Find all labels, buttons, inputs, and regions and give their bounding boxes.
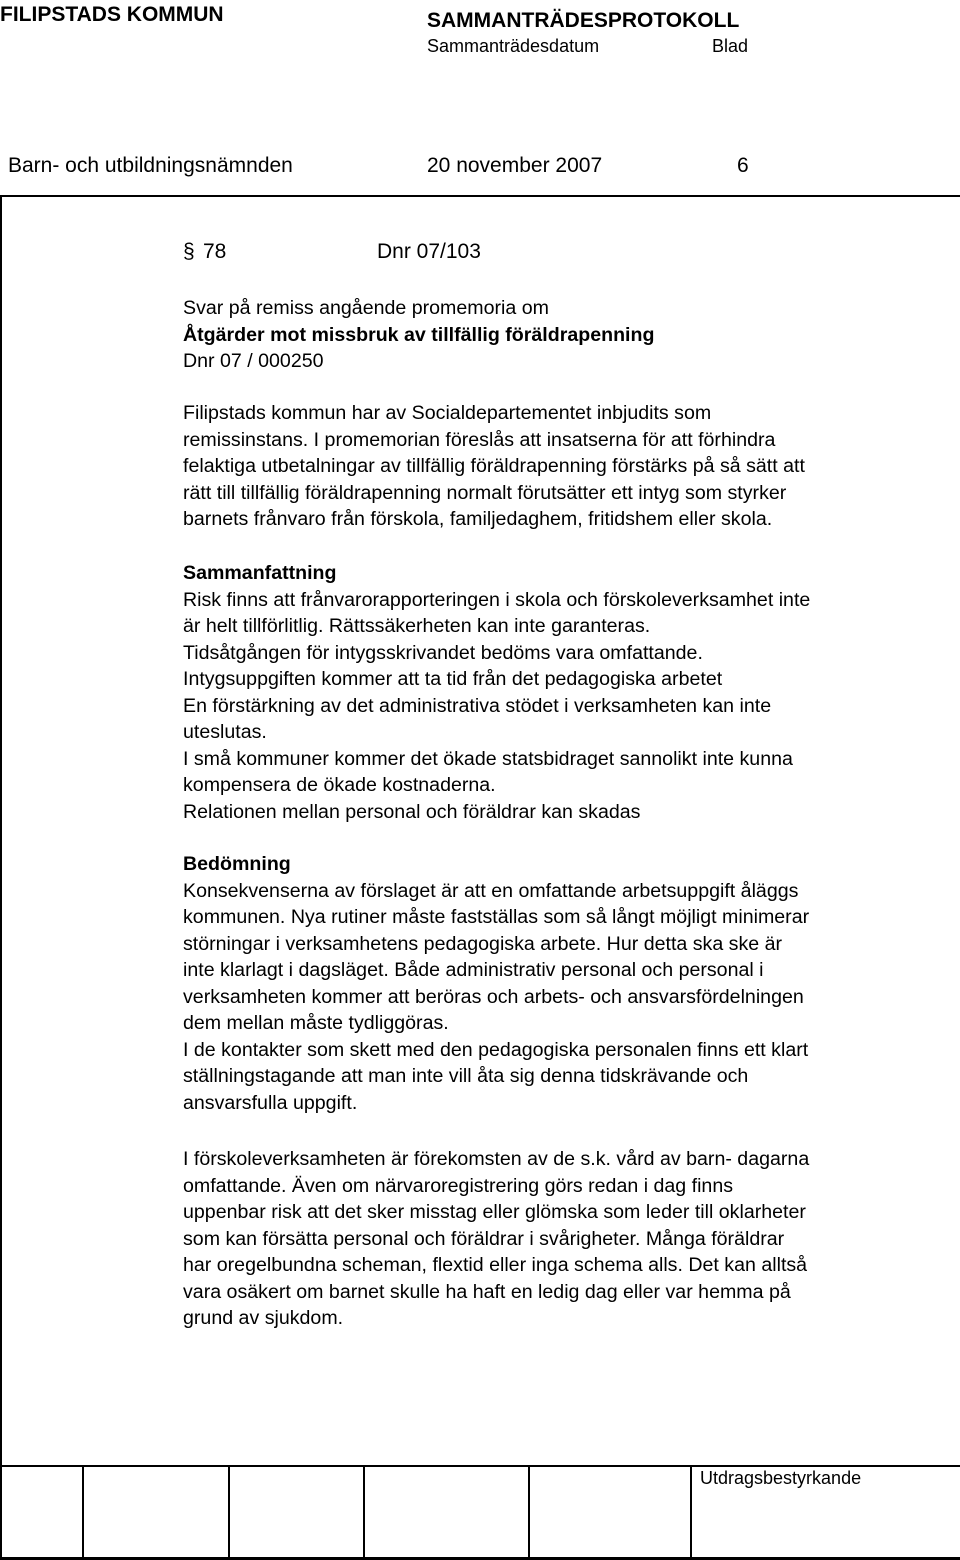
- text-line: I förskoleverksamheten är förekomsten av de s.k. vård av barn- dagarna: [183, 1148, 810, 1170]
- text-line: omfattande. Även om närvaroregistrering görs redan i dag finns: [183, 1174, 734, 1197]
- footer-divider-3: [363, 1467, 365, 1559]
- assessment-section: [183, 851, 953, 1116]
- footer-divider-2: [228, 1467, 230, 1559]
- text-line: ställningstagande att man inte vill åta sig denna tidskrävande och: [183, 1065, 749, 1087]
- text-line: Intygsuppgiften kommer att ta tid från det pedagogiska arbetet: [183, 668, 723, 690]
- page-number: 6: [737, 154, 749, 177]
- text-line: som kan försätta personal och föräldrar i svårigheter. Många föräldrar: [183, 1227, 785, 1250]
- text-line: dem mellan måste tydliggöras.: [183, 1012, 449, 1034]
- meeting-date: 20 november 2007: [427, 154, 603, 177]
- text-line: barnets frånvaro från förskola, familjedaghem, fritidshem eller skola.: [183, 508, 773, 530]
- summary-section: [183, 560, 953, 825]
- intro-paragraph: [183, 400, 953, 533]
- text-line: felaktiga utbetalningar av tillfällig föräldrapenning förstärks på så sätt att: [183, 455, 805, 477]
- text-line: Relationen mellan personal och föräldrar kan skadas: [183, 800, 641, 823]
- left-frame-line: [0, 195, 2, 1560]
- text-line: är helt tillförlitlig. Rättssäkerheten kan inte garanteras.: [183, 615, 651, 637]
- document-type: SAMMANTRÄDESPROTOKOLL: [427, 9, 740, 32]
- text-line: remissinstans. I promemorian föreslås att insatserna för att förhindra: [183, 428, 776, 451]
- item-dnr: Dnr 07/103: [377, 240, 481, 263]
- summary-heading: Sammanfattning: [183, 562, 337, 584]
- footer-divider-5: [690, 1467, 692, 1559]
- title-block: [183, 295, 953, 375]
- committee-name: Barn- och utbildningsnämnden: [8, 154, 293, 177]
- text-line: har oregelbundna scheman, flextid eller inga schema alls. Det kan alltså: [183, 1254, 808, 1276]
- meeting-date-label: Sammanträdesdatum: [427, 36, 600, 56]
- title-dnr: Dnr 07 / 000250: [183, 350, 324, 372]
- text-line: inte klarlagt i dagsläget. Både administrativ personal och personal i: [183, 959, 764, 981]
- text-line: Tidsåtgången för intygsskrivandet bedöms vara omfattande.: [183, 641, 703, 664]
- text-line: verksamheten kommer att beröras och arbets- och ansvarsfördelningen: [183, 985, 804, 1008]
- footer-top-line: [0, 1465, 960, 1467]
- footer-divider-1: [82, 1467, 84, 1559]
- municipality-name: FILIPSTADS KOMMUN: [0, 3, 224, 26]
- text-line: uteslutas.: [183, 721, 267, 743]
- text-line: vara osäkert om barnet skulle ha haft en ledig dag eller var hemma på: [183, 1280, 791, 1303]
- title-heading: Åtgärder mot missbruk av tillfällig föräldrapenning: [183, 323, 655, 346]
- top-frame-line: [0, 195, 960, 197]
- text-line: Konsekvenserna av förslaget är att en omfattande arbetsuppgift åläggs: [183, 879, 799, 902]
- title-line: Svar på remiss angående promemoria om: [183, 297, 549, 319]
- text-line: kompensera de ökade kostnaderna.: [183, 774, 496, 796]
- text-line: kommunen. Nya rutiner måste fastställas som så långt möjligt minimerar: [183, 906, 810, 928]
- text-line: I små kommuner kommer det ökade statsbidraget sannolikt inte kunna: [183, 747, 793, 770]
- section-sign: §: [183, 240, 195, 263]
- text-line: rätt till tillfällig föräldrapenning normalt förutsätter ett intyg som styrker: [183, 481, 787, 504]
- footer-divider-4: [528, 1467, 530, 1559]
- text-line: grund av sjukdom.: [183, 1307, 344, 1329]
- text-line: I de kontakter som skett med den pedagogiska personalen finns ett klart: [183, 1038, 809, 1061]
- assessment-heading: Bedömning: [183, 853, 291, 875]
- text-line: ansvarsfulla uppgift.: [183, 1091, 358, 1114]
- item-number: 78: [203, 240, 227, 263]
- certification-label: Utdragsbestyrkande: [700, 1468, 862, 1488]
- text-line: Filipstads kommun har av Socialdepartementet inbjudits som: [183, 402, 712, 424]
- assessment-paragraph-2: [183, 1146, 953, 1332]
- page-label: Blad: [712, 36, 749, 56]
- text-line: En förstärkning av det administrativa stödet i verksamheten kan inte: [183, 694, 772, 717]
- text-line: uppenbar risk att det sker misstag eller glömska som leder till oklarheter: [183, 1201, 806, 1223]
- text-line: störningar i verksamhetens pedagogiska arbete. Hur detta ska ske är: [183, 932, 783, 955]
- text-line: Risk finns att frånvarorapporteringen i skola och förskoleverksamhet inte: [183, 588, 811, 611]
